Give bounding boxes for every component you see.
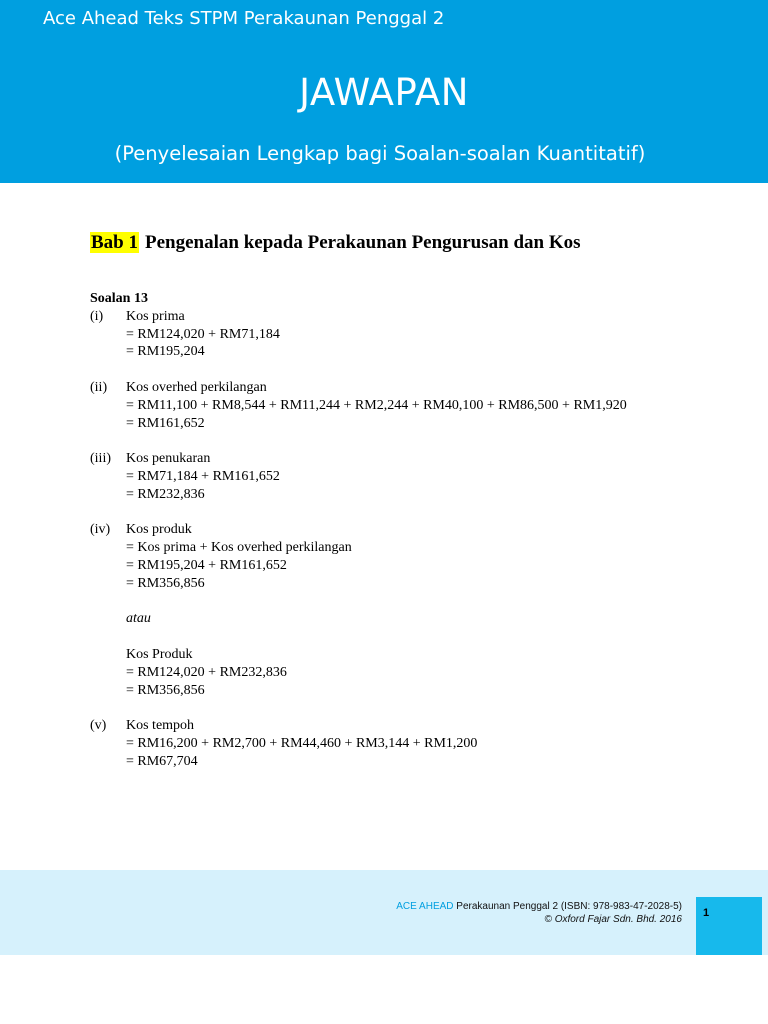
footer-copyright: © Oxford Fajar Sdn. Bhd. 2016 [544, 914, 682, 925]
part-number: (iii) [90, 451, 111, 467]
answer-line: Kos overhed perkilangan [126, 379, 267, 395]
chapter-heading [90, 230, 581, 256]
part-number: (iv) [90, 522, 111, 538]
chapter-number: Bab 1 [91, 232, 138, 253]
question-title: Soalan 13 [90, 291, 148, 306]
answer-line: Kos penukaran [126, 451, 211, 467]
footer-book-info: Perakaunan Penggal 2 (ISBN: 978-983-47-2028-5) [453, 901, 682, 912]
answer-line: Kos prima [126, 308, 185, 324]
book-title: Ace Ahead Teks STPM Perakaunan Penggal 2 [43, 8, 445, 29]
part-number: (ii) [90, 379, 108, 395]
page-footer [0, 870, 768, 955]
answer-line: = RM195,204 [126, 344, 205, 360]
answer-line: = RM356,856 [126, 682, 205, 698]
answer-part-iv [90, 521, 627, 699]
answer-part-iii [90, 450, 627, 503]
page-number-box [696, 897, 762, 955]
answer-part-ii [90, 379, 627, 432]
answer-line: = RM124,020 + RM232,836 [126, 664, 287, 680]
alternative-word: atau [126, 611, 151, 627]
answer-line: = RM232,836 [126, 486, 205, 502]
subtitle: (Penyelesaian Lengkap bagi Soalan-soalan Kuantitatif) [114, 142, 646, 165]
main-title: JAWAPAN [299, 71, 469, 114]
part-number: (i) [90, 308, 104, 324]
answer-part-v [90, 717, 627, 770]
answer-line: Kos tempoh [126, 718, 195, 734]
page-number: 1 [703, 907, 710, 919]
answer-line: = RM356,856 [126, 575, 205, 591]
answer-line: = RM16,200 + RM2,700 + RM44,460 + RM3,144 + RM1,200 [126, 735, 478, 751]
page-header [0, 0, 768, 183]
answer-part-i [90, 308, 627, 361]
answer-line: = RM195,204 + RM161,652 [126, 557, 287, 573]
answer-line: Kos Produk [126, 646, 193, 662]
answer-line: = Kos prima + Kos overhed perkilangan [126, 540, 352, 556]
chapter-title: Pengenalan kepada Perakaunan Pengurusan dan Kos [145, 232, 581, 253]
footer-brand: ACE AHEAD [396, 901, 454, 912]
answer-line: Kos produk [126, 522, 192, 538]
part-number: (v) [90, 718, 107, 734]
answer-line: = RM71,184 + RM161,652 [126, 468, 280, 484]
answer-content [90, 290, 627, 771]
footer-info [396, 900, 682, 926]
answer-line: = RM11,100 + RM8,544 + RM11,244 + RM2,244 + RM40,100 + RM86,500 + RM1,920 [126, 397, 627, 413]
answer-line: = RM67,704 [126, 753, 198, 769]
answer-line: = RM124,020 + RM71,184 [126, 326, 280, 342]
answer-line: = RM161,652 [126, 415, 205, 431]
